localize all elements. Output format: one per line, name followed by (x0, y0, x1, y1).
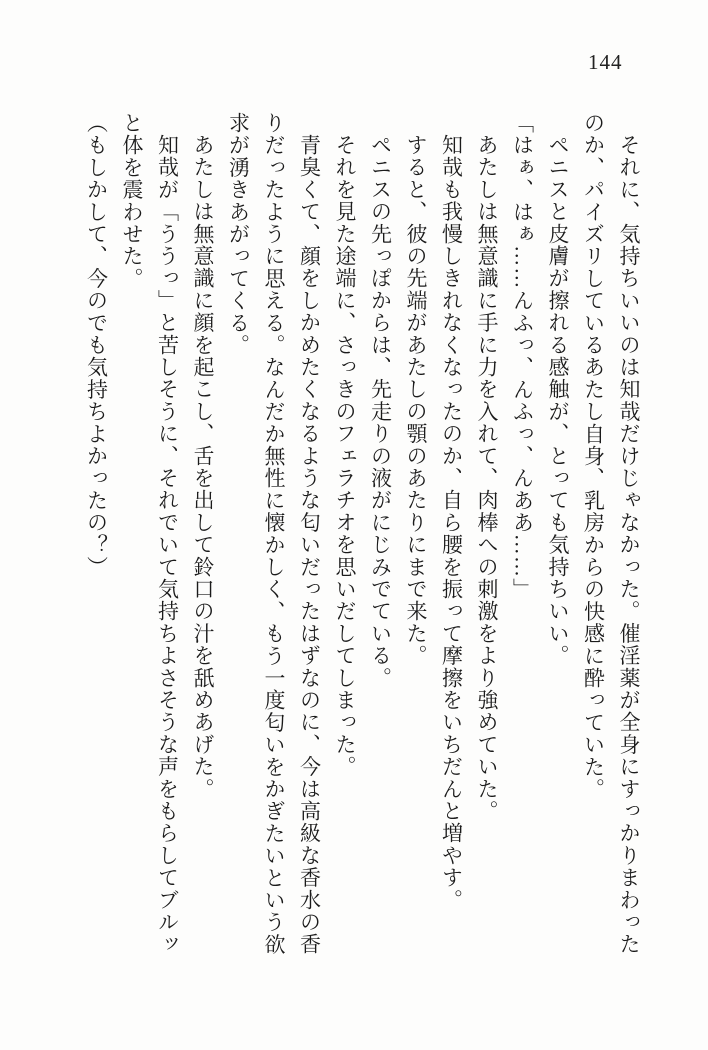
page-number: 144 (588, 50, 623, 74)
text-line: りだったように思える。なんだか無性に懐かしく、もう一度匂いをかぎたいという欲 (262, 112, 286, 956)
text-line: それに、気持ちいいのは知哉だけじゃなかった。催淫薬が全身にすっかりまわった (617, 134, 641, 956)
text-line: すると、彼の先端があたしの顎のあたりにまで来た。 (404, 134, 428, 667)
text-line: 「はぁ、はぁ……んふっ、んふっ、んああ……」 (510, 112, 535, 601)
text-line: ペニスと皮膚が擦れる感触が、とっても気持ちいい。 (546, 134, 570, 667)
text-line: 求が湧きあがってくる。 (226, 112, 251, 357)
text-line: 知哉も我慢しきれなくなったのか、自ら腰を振って摩擦をいちだんと増やす。 (439, 134, 464, 911)
text-line: と体を震わせた。 (120, 112, 144, 290)
text-line: ペニスの先っぽからは、先走りの液がにじみでている。 (368, 134, 393, 689)
text-line: あたしは無意識に顔を起こし、舌を出して鈴口の汁を舐めあげた。 (191, 134, 215, 800)
text-line: （もしかして、今のでも気持ちよかったの？） (84, 112, 109, 579)
page-text (78, 112, 646, 954)
text-line: 青臭くて、顔をしかめたくなるような匂いだったはずなのに、今は高級な香水の香 (297, 134, 322, 956)
text-line: あたしは無意識に手に力を入れて、肉棒への刺激をより強めていた。 (475, 134, 499, 823)
text-line: のか、パイズリしているあたし自身、乳房からの快感に酔っていた。 (581, 112, 606, 801)
text-line: それを見た途端に、さっきのフェラチオを思いだしてしまった。 (333, 134, 357, 778)
text-line: 知哉が「ううっ」と苦しそうに、それでいて気持ちよさそうな声をもらしてブルッ (155, 134, 180, 956)
